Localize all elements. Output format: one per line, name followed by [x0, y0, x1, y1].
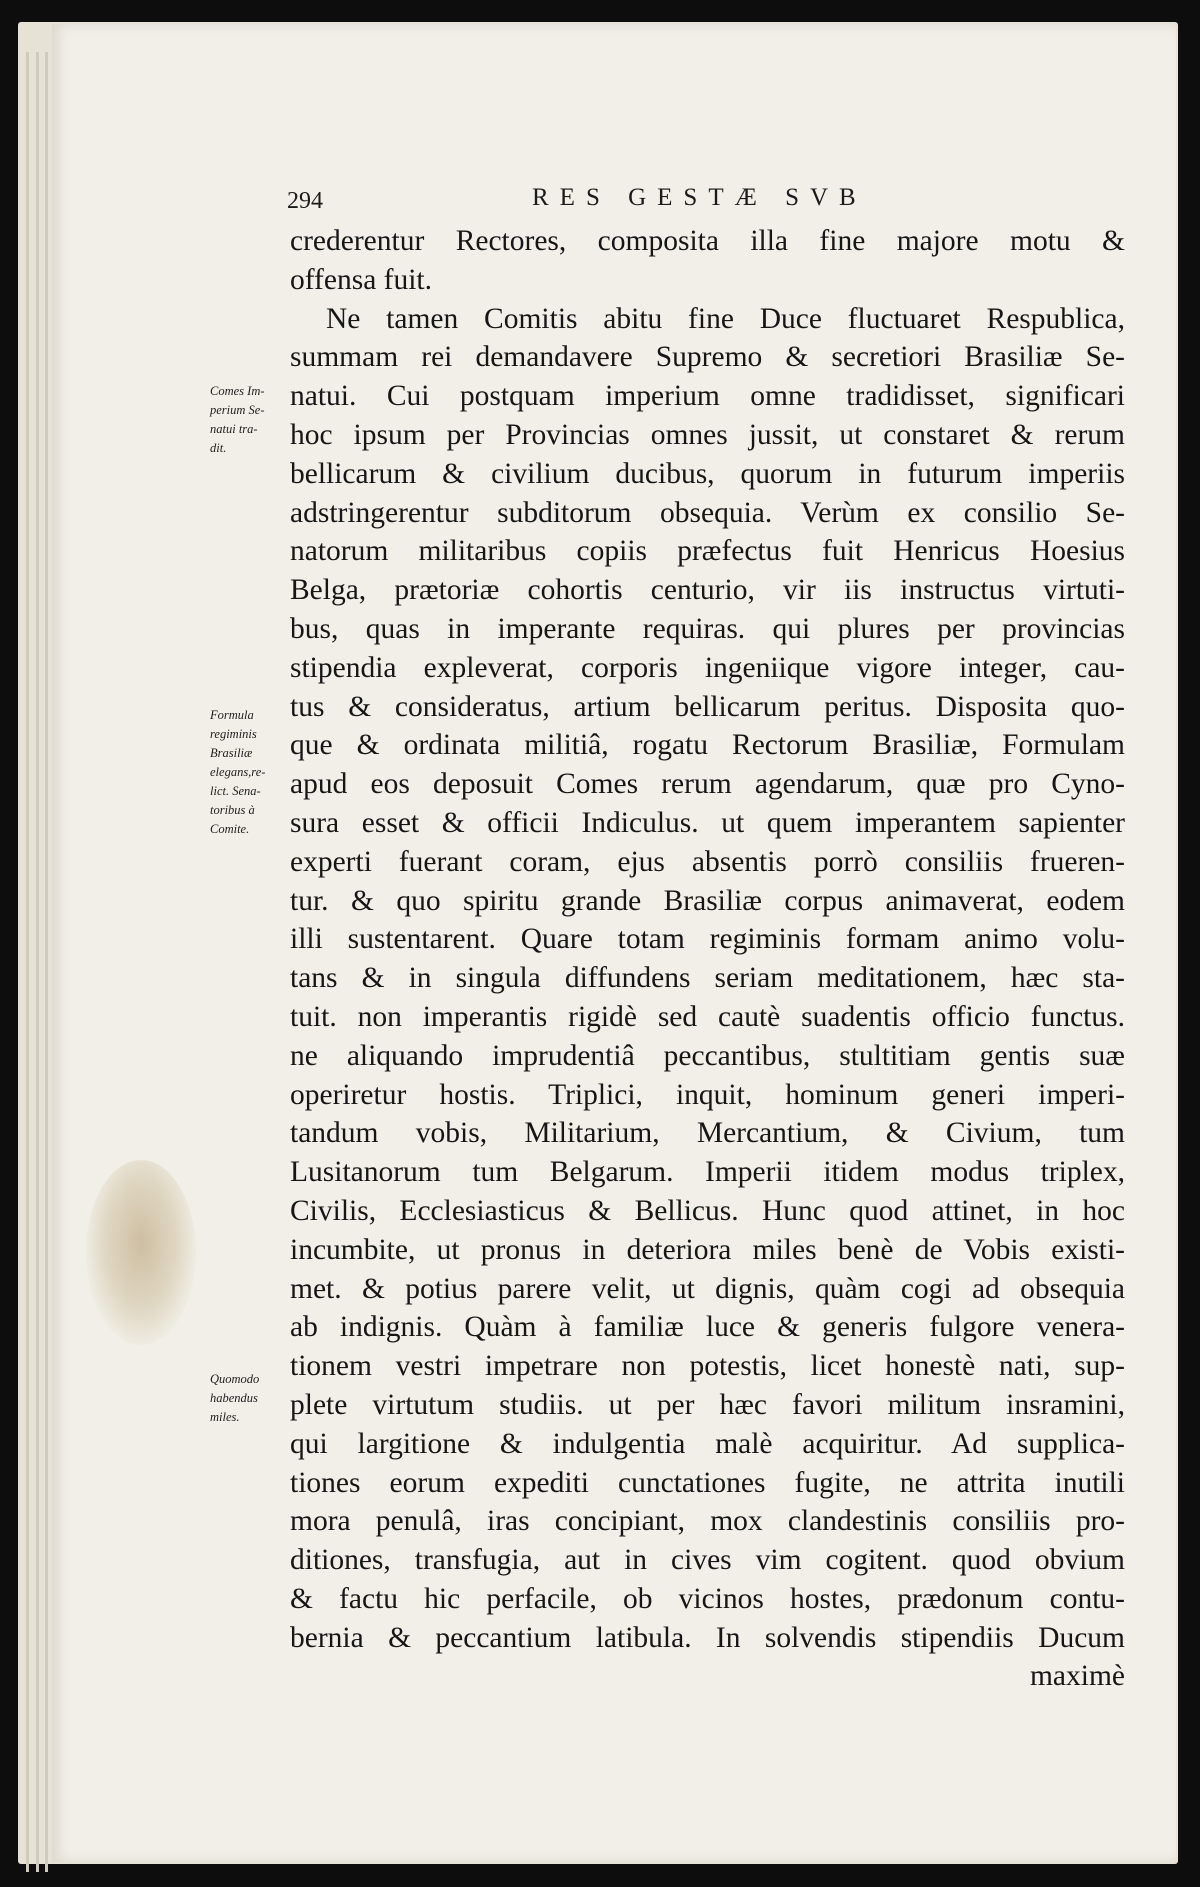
text-line: experti fuerant coram, ejus absentis porrò consiliis frueren- — [290, 845, 1125, 878]
margin-note-line: natui tra- — [210, 422, 258, 436]
margin-note-line: regiminis — [210, 727, 257, 741]
margin-note-quomodo — [210, 1370, 286, 1427]
margin-note-comes — [210, 382, 286, 458]
text-line: adstringerentur subditorum obsequia. Verùm ex consilio Se- — [290, 496, 1125, 529]
text-line: ab indignis. Quàm à familiæ luce & generis fulgore venera- — [290, 1311, 1125, 1344]
text-line: & factu hic perfacile, ob vicinos hostes, prædonum contu- — [290, 1582, 1125, 1615]
text-line: Civilis, Ecclesiasticus & Bellicus. Hunc quod attinet, in hoc — [290, 1194, 1125, 1227]
margin-note-line: Comes Im- — [210, 384, 265, 398]
water-stain — [86, 1160, 196, 1345]
text-line: tuit. non imperantis rigidè sed cautè suadentis officio functus. — [290, 1000, 1125, 1033]
text-line: natorum militaribus copiis præfectus fuit Henricus Hoesius — [290, 535, 1125, 568]
margin-note-line: Formula — [210, 708, 254, 722]
text-line: plete virtutum studiis. ut per hæc favori militum insramini, — [290, 1388, 1125, 1421]
text-line: offensa fuit. — [290, 263, 432, 296]
margin-note-line: habendus — [210, 1391, 258, 1405]
text-line: crederentur Rectores, composita illa fine majore motu & — [290, 225, 1125, 257]
margin-note-line: dit. — [210, 441, 227, 455]
text-line: Belga, prætoriæ cohortis centurio, vir iis instructus virtuti- — [290, 574, 1125, 607]
margin-note-line: Quomodo — [210, 1372, 260, 1386]
text-line: mora penulâ, iras concipiant, mox clandestinis consiliis pro- — [290, 1505, 1125, 1538]
text-line: qui largitione & indulgentia malè acquiritur. Ad supplica- — [290, 1427, 1125, 1460]
text-line: operiretur hostis. Triplici, inquit, hominum generi imperi- — [290, 1078, 1125, 1111]
text-line: tus & consideratus, artium bellicarum peritus. Disposita quo- — [290, 690, 1125, 723]
page-header — [287, 184, 1117, 224]
text-line: tiones eorum expediti cunctationes fugite, ne attrita inutili — [290, 1466, 1125, 1499]
margin-note-line: lict. Sena- — [210, 784, 261, 798]
text-line: tans & in singula diffundens seriam meditationem, hæc sta- — [290, 962, 1125, 995]
text-line: tionem vestri impetrare non potestis, licet honestè nati, sup- — [290, 1350, 1125, 1383]
margin-note-line: perium Se- — [210, 403, 265, 417]
text-line: illi sustentarent. Quare totam regiminis formam animo volu- — [290, 923, 1125, 956]
text-line: met. & potius parere velit, ut dignis, quàm cogi ad obsequia — [290, 1272, 1125, 1305]
margin-note-formula — [210, 706, 286, 839]
margin-note-line: Brasiliæ — [210, 746, 253, 760]
margin-note-line: miles. — [210, 1410, 240, 1424]
text-line: stipendia expleverat, corporis ingeniique vigore integer, cau- — [290, 651, 1125, 684]
margin-note-line: toribus à — [210, 803, 255, 817]
page-edge — [26, 52, 29, 1872]
text-line: ditiones, transfugia, aut in cives vim cogitent. quod obvium — [290, 1544, 1125, 1577]
text-line: sura esset & officii Indiculus. ut quem imperantem sapienter — [290, 806, 1125, 839]
body-text — [290, 222, 1125, 1696]
text-line: Lusitanorum tum Belgarum. Imperii itidem modus triplex, — [290, 1156, 1125, 1189]
text-line: apud eos deposuit Comes rerum agendarum, quæ pro Cyno- — [290, 768, 1125, 801]
text-line: ne aliquando imprudentiâ peccantibus, stultitiam gentis suæ — [290, 1039, 1125, 1072]
text-line: summam rei demandavere Supremo & secretiori Brasiliæ Se- — [290, 341, 1125, 374]
page-number: 294 — [287, 188, 323, 214]
text-line: tur. & quo spiritu grande Brasiliæ corpus animaverat, eodem — [290, 884, 1125, 917]
text-line: incumbite, ut pronus in deteriora miles benè de Vobis existi- — [290, 1233, 1125, 1266]
page-edge — [36, 52, 39, 1872]
text-line: tandum vobis, Militarium, Mercantium, & Civium, tum — [290, 1117, 1125, 1150]
text-line: Ne tamen Comitis abitu fine Duce fluctuaret Respublica, — [326, 302, 1125, 335]
text-line: bus, quas in imperante requiras. qui plures per provincias — [290, 612, 1125, 645]
margin-note-line: elegans,re- — [210, 765, 266, 779]
text-line: natui. Cui postquam imperium omne tradidisset, significari — [290, 380, 1125, 413]
margin-note-line: Comite. — [210, 822, 250, 836]
text-line: que & ordinata militiâ, rogatu Rectorum Brasiliæ, Formulam — [290, 729, 1125, 762]
catchword: maximè — [1029, 1660, 1125, 1693]
page-edge — [45, 52, 48, 1872]
text-line: bernia & peccantium latibula. In solvendis stipendiis Ducum — [290, 1621, 1125, 1654]
running-head: RES GESTÆ SVB — [532, 184, 867, 211]
text-line: hoc ipsum per Provincias omnes jussit, ut constaret & rerum — [290, 418, 1125, 451]
text-line: bellicarum & civilium ducibus, quorum in futurum imperiis — [290, 457, 1125, 490]
